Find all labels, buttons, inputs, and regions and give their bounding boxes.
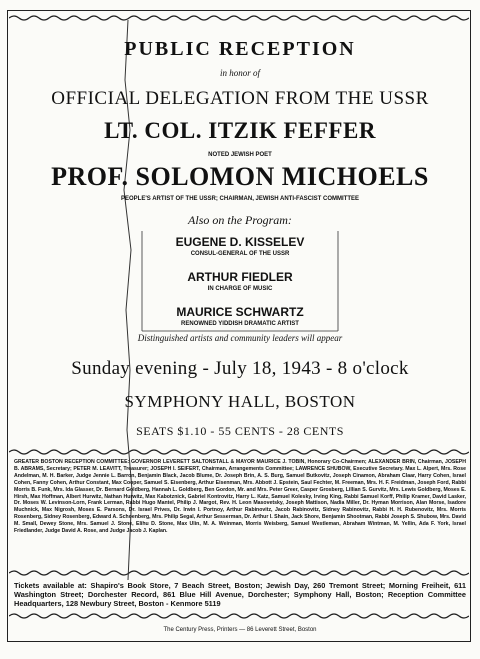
kisselev-role: CONSUL-GENERAL OF THE USSR — [190, 251, 290, 257]
public-reception-title: PUBLIC RECEPTION — [124, 38, 356, 60]
printer-credit: The Century Press, Printers — 86 Leverett Street, Boston — [163, 627, 317, 633]
schwartz-role: RENOWNED YIDDISH DRAMATIC ARTIST — [181, 321, 299, 327]
distinguished-artists-note: Distinguished artists and community leaders will appear — [137, 333, 343, 343]
bottom-scroll-ornament — [9, 612, 469, 620]
mid-scroll-ornament — [9, 448, 469, 456]
seat-prices: SEATS $1.10 - 55 CENTS - 28 CENTS — [136, 424, 344, 438]
kisselev-name: EUGENE D. KISSELEV — [175, 235, 305, 249]
fiedler-role: IN CHARGE OF MUSIC — [207, 286, 273, 292]
michoels-name: PROF. SOLOMON MICHOELS — [51, 162, 429, 191]
feffer-name: LT. COL. ITZIK FEFFER — [104, 118, 376, 143]
event-venue: SYMPHONY HALL, BOSTON — [124, 392, 356, 411]
schwartz-name: MAURICE SCHWARTZ — [176, 305, 304, 319]
ticket-locations: Tickets available at: Shapiro's Book Store, 7 Beach Street, Boston; Jewish Day, 260 Tremont Street; Morning Freiheit, 611 Washington Street; Dorchester Record, 861 Blue Hill Avenue, Dorchester; Symphony Hall, Boston; Reception Committee Headquarters, 128 Newbury Street, Boston - Kenmore 5119 — [14, 581, 466, 609]
lower-scroll-ornament — [9, 569, 469, 577]
also-on-program-heading: Also on the Program: — [188, 213, 292, 227]
reception-committee-list: GREATER BOSTON RECEPTION COMMITTEE: GOVERNOR LEVERETT SALTONSTALL & MAYOR MAURICE J. TOBIN, Honorary Co-Chairmen; ALEXANDER BRIN, Chairman, JOSEPH B. ABRAMS, Secretary; PETER M. LEAVITT, Treasurer; JOSEPH I. SEIFERT, Chairman, Arrangements Committee; LAWRENCE SHUBOW, Executive Secretary. Max L. Alpert, Mrs. Rose Andelman, M. H. Barker, Judge Jennie L. Barron, Benjamin Black, Jacob Blume, Dr. Joseph Brin, A. S. Burg, Samuel Butkovitz, Joseph Cinamon, Abraham Claar, Harry Cohen, Israel Cohen, Fanny Cohen, Arthur Constant, Max Cooper, Samuel S. Eisenberg, Arthur Eisenman, Mrs. Abbott J. Epstein, Saul Fechter, M. Freeman, Mrs. H. F. Freidman, Joseph Ford, Rabbi Morris B. Funk, Mrs. Ida Glasser, Dr. Bernard Goldberg, Hannah L. Goldberg, Ben Gordon, Mr. and Mrs. Peter Greer, Casper Grosberg, Lillian S. Gurvitz, Mrs. Lewis Goldberg, Moses E. Hirsh, Max Hoffman, Albert Hurwitz, Nathan Hurwitz, Max Kabotznick, Gabriel Kontrovitz, Harry L. Katz, Samuel Kolesky, Irving King, Rabbi Samuel Korff, Philip Kramer, David Lasker, Dr. Moses W. Levinson-Lorn, Frank Lerman, Rabbi Hugo Mantel, Philip J. Margot, Rev. H. Leon Masovetsky, Joseph Mattison, Nadia Miller, Dr. Hyman Morrison, Alan Morse, Isadore Muchnick, Max Nigrosh, Moses E. Parsons, Dr. Israel Prives, Dr. Irwin I. Portnoy, Arthur Rabinovitz, Jacob Rabinovitz, Sidney Rabinovitz, Rabbi H. H. Rubenovitz, Mrs. Morris Rosenberg, Sidney Rosenberg, Edward A. Schoenberg, Mrs. Philip Segal, Arthur Sesserman, Dr. Arthur I. Shain, Jack Shore, Benjamin Shootman, Rabbi Joseph S. Shubow, Mrs. David M. Small, Dewey Stone, Mrs. Samuel J. Stone, Elihu D. Stone, Max Ulin, M. A. Weinman, Morris Weisberg, Samuel Westleman, Abraham Wintman, M. Yellin, Ada F. York, Israel Friedlander, Judge David A. Rose, and Judge Jacob J. Kaplan. — [14, 459, 466, 535]
fiedler-name: ARTHUR FIEDLER — [187, 270, 293, 284]
event-date-time: Sunday evening - July 18, 1943 - 8 o'clock — [71, 358, 409, 379]
feffer-title: NOTED JEWISH POET — [208, 152, 272, 158]
official-delegation-heading: OFFICIAL DELEGATION FROM THE USSR — [51, 88, 429, 109]
top-scroll-ornament — [9, 14, 469, 22]
in-honor-of-text: in honor of — [219, 68, 260, 78]
michoels-title: PEOPLE'S ARTIST OF THE USSR; CHAIRMAN, JEWISH ANTI-FASCIST COMMITTEE — [121, 196, 359, 202]
